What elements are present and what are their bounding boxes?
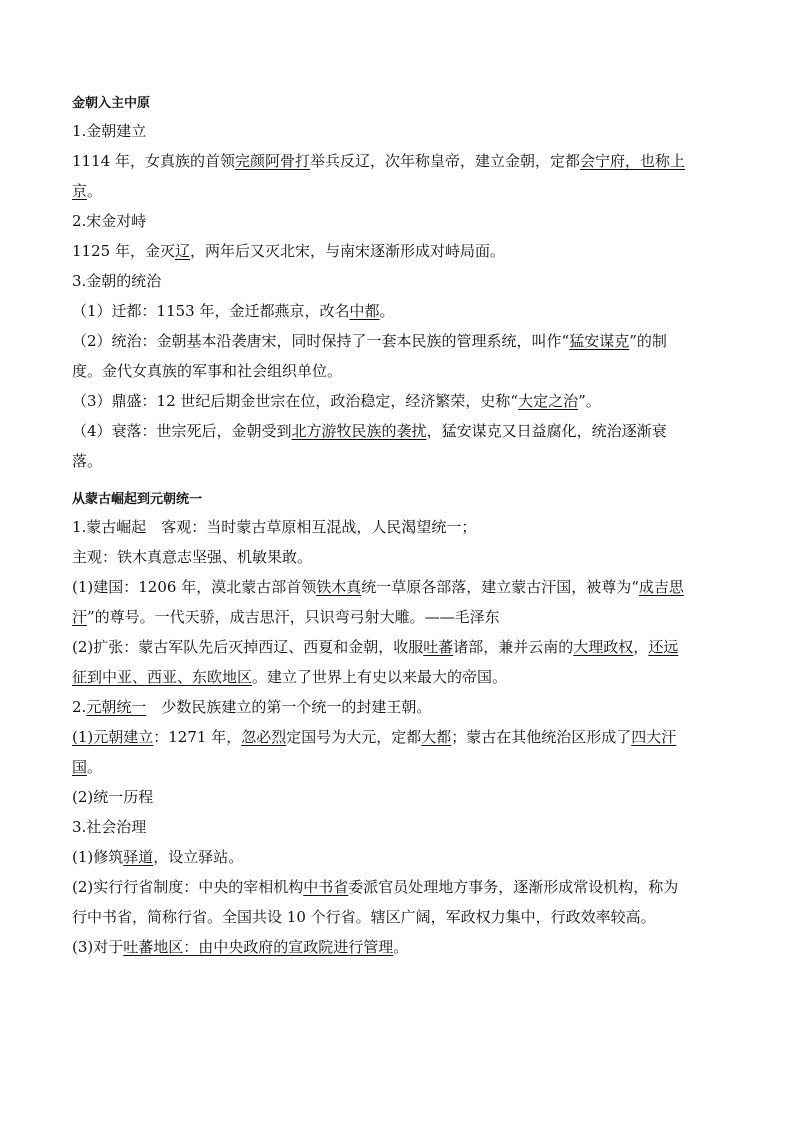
line-tibet: (3)对于吐蕃地区：由中央政府的宣政院进行管理。 [72,938,409,956]
section-title-jin: 金朝入主中原 [72,96,151,111]
line-yuan-founding: (1)元朝建立：1271 年，忽必烈定国号为大元，定都大都；蒙古在其他统治区形成了四大汗 [72,728,677,746]
item-peak: （3）鼎盛：12 世纪后期金世宗在位，政治稳定，经济繁荣，史称“大定之治”。 [72,392,601,410]
item-decline-cont: 落。 [72,452,103,470]
line-expansion-cont: 征到中亚、西亚、东欧地区。建立了世界上有史以来最大的帝国。 [72,668,508,686]
subheading-jin-rule: 3.金朝的统治 [72,272,162,290]
item-capital-move: （1）迁都：1153 年，金迁都燕京，改名中都。 [72,302,395,320]
section-title-mongol: 从蒙古崛起到元朝统一 [72,492,203,507]
item-governance-cont: 度。金代女真族的军事和社会组织单位。 [72,362,343,380]
line-founding-cont: 汗”的尊号。一代天骄，成吉思汗，只识弯弓射大雕。——毛泽东 [72,608,500,626]
line-social-governance: 3.社会治理 [72,818,147,836]
line-mongol-rise: 1.蒙古崛起 客观：当时蒙古草原相互混战，人民渴望统一； [72,518,477,536]
subheading-jin-founding: 1.金朝建立 [72,122,147,140]
paragraph-song-jin: 1125 年，金灭辽，两年后又灭北宋，与南宋逐渐形成对峙局面。 [72,242,505,260]
line-founding: (1)建国：1206 年，漠北蒙古部首领铁木真统一草原各部落，建立蒙古汗国，被尊为“成吉思 [72,578,684,596]
line-unification-process: (2)统一历程 [72,788,154,806]
item-decline: （4）衰落：世宗死后，金朝受到北方游牧民族的袭扰，猛安谋克又日益腐化，统治逐渐衰 [72,422,667,440]
paragraph-jin-founding: 1114 年，女真族的首领完颜阿骨打举兵反辽，次年称皇帝，建立金朝，定都会宁府，也称上 [72,152,686,170]
line-subjective: 主观：铁木真意志坚强、机敏果敢。 [72,548,313,566]
item-governance: （2）统治：金朝基本沿袭唐宋，同时保持了一套本民族的管理系统，叫作“猛安谋克”的制 [72,332,667,350]
line-post-roads: (1)修筑驿道，设立驿站。 [72,848,244,866]
line-expansion: (2)扩张：蒙古军队先后灭掉西辽、西夏和金朝，收服吐蕃诸部，兼并云南的大理政权，还远 [72,638,679,656]
subheading-song-jin: 2.宋金对峙 [72,212,147,230]
line-province-system-cont: 行中书省，简称行省。全国共设 10 个行省。辖区广阔，军政权力集中，行政效率较高。 [72,908,656,926]
line-yuan-unification: 2.元朝统一 少数民族建立的第一个统一的封建王朝。 [72,698,432,716]
line-province-system: (2)实行行省制度：中央的宰相机构中书省委派官员处理地方事务，逐渐形成常设机构，称为 [72,878,679,896]
paragraph-jin-founding-cont: 京。 [72,182,103,200]
line-yuan-founding-cont: 国。 [72,758,103,776]
